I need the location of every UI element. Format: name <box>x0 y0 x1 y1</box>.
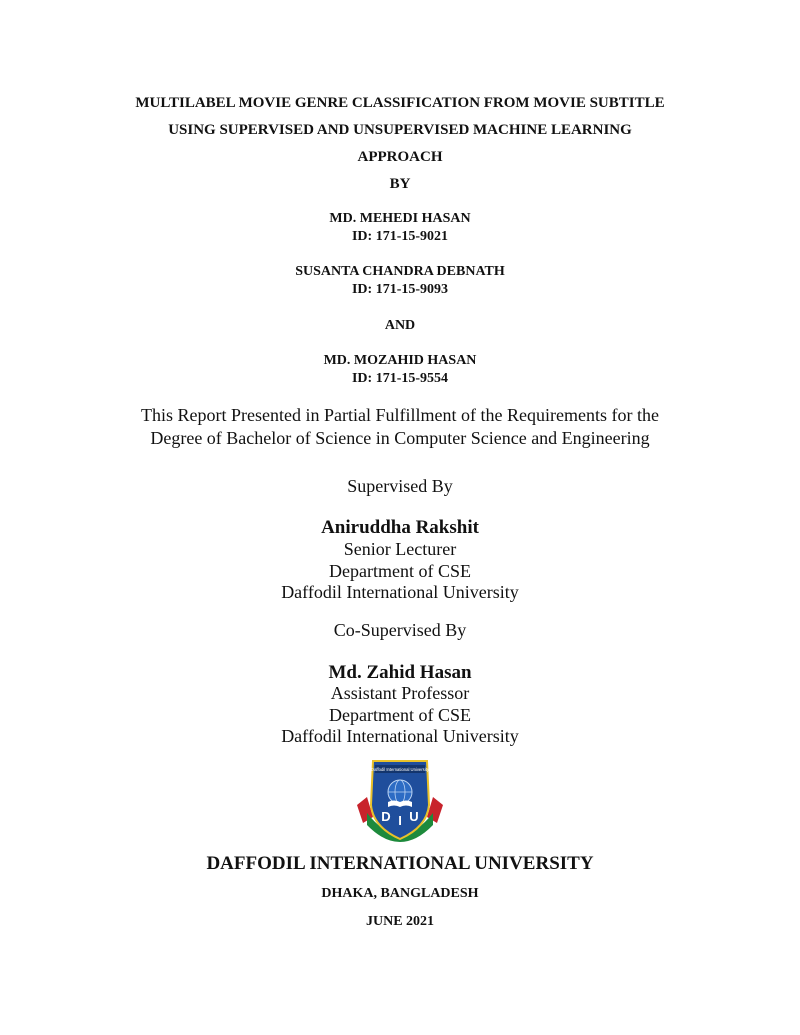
author-1-name: MD. MEHEDI HASAN <box>329 211 471 226</box>
author-3-name: MD. MOZAHID HASAN <box>323 353 477 368</box>
logo-letter-d: D <box>381 809 391 824</box>
co-supervised-by-heading: Co-Supervised By <box>333 620 467 640</box>
footer-date: JUNE 2021 <box>365 914 435 929</box>
logo-letter-u: U <box>409 809 419 824</box>
report-statement-line-2: Degree of Bachelor of Science in Computer Science and Engineering <box>150 428 650 448</box>
footer-location: DHAKA, BANGLADESH <box>321 886 479 901</box>
diu-logo <box>353 755 447 847</box>
author-3-id: ID: 171-15-9554 <box>351 371 449 386</box>
author-1-id: ID: 171-15-9021 <box>351 229 449 244</box>
supervisor-designation: Senior Lecturer <box>343 539 457 559</box>
supervisor-department: Department of CSE <box>329 561 471 581</box>
author-2-id: ID: 171-15-9093 <box>351 282 449 297</box>
supervisor-university: Daffodil International University <box>281 582 519 602</box>
co-supervisor-name: Md. Zahid Hasan <box>328 662 472 683</box>
report-statement-line-1: This Report Presented in Partial Fulfillment of the Requirements for the <box>141 405 659 425</box>
co-supervisor-department: Department of CSE <box>329 705 471 725</box>
footer-university: DAFFODIL INTERNATIONAL UNIVERSITY <box>206 853 594 874</box>
and-label: AND <box>384 318 416 333</box>
thesis-title-line-2: USING SUPERVISED AND UNSUPERVISED MACHINE LEARNING <box>168 122 632 138</box>
thesis-title-line-3: APPROACH <box>357 149 443 165</box>
supervised-by-heading: Supervised By <box>347 476 453 496</box>
supervisor-name: Aniruddha Rakshit <box>321 517 479 538</box>
logo-ring-text: Daffodil International University <box>371 767 429 772</box>
author-2-name: SUSANTA CHANDRA DEBNATH <box>295 264 505 279</box>
logo-letter-i: I <box>398 813 402 828</box>
co-supervisor-designation: Assistant Professor <box>330 683 470 703</box>
thesis-title-line-1: MULTILABEL MOVIE GENRE CLASSIFICATION FROM MOVIE SUBTITLE <box>135 95 665 111</box>
by-label: BY <box>389 176 411 192</box>
co-supervisor-university: Daffodil International University <box>281 726 519 746</box>
